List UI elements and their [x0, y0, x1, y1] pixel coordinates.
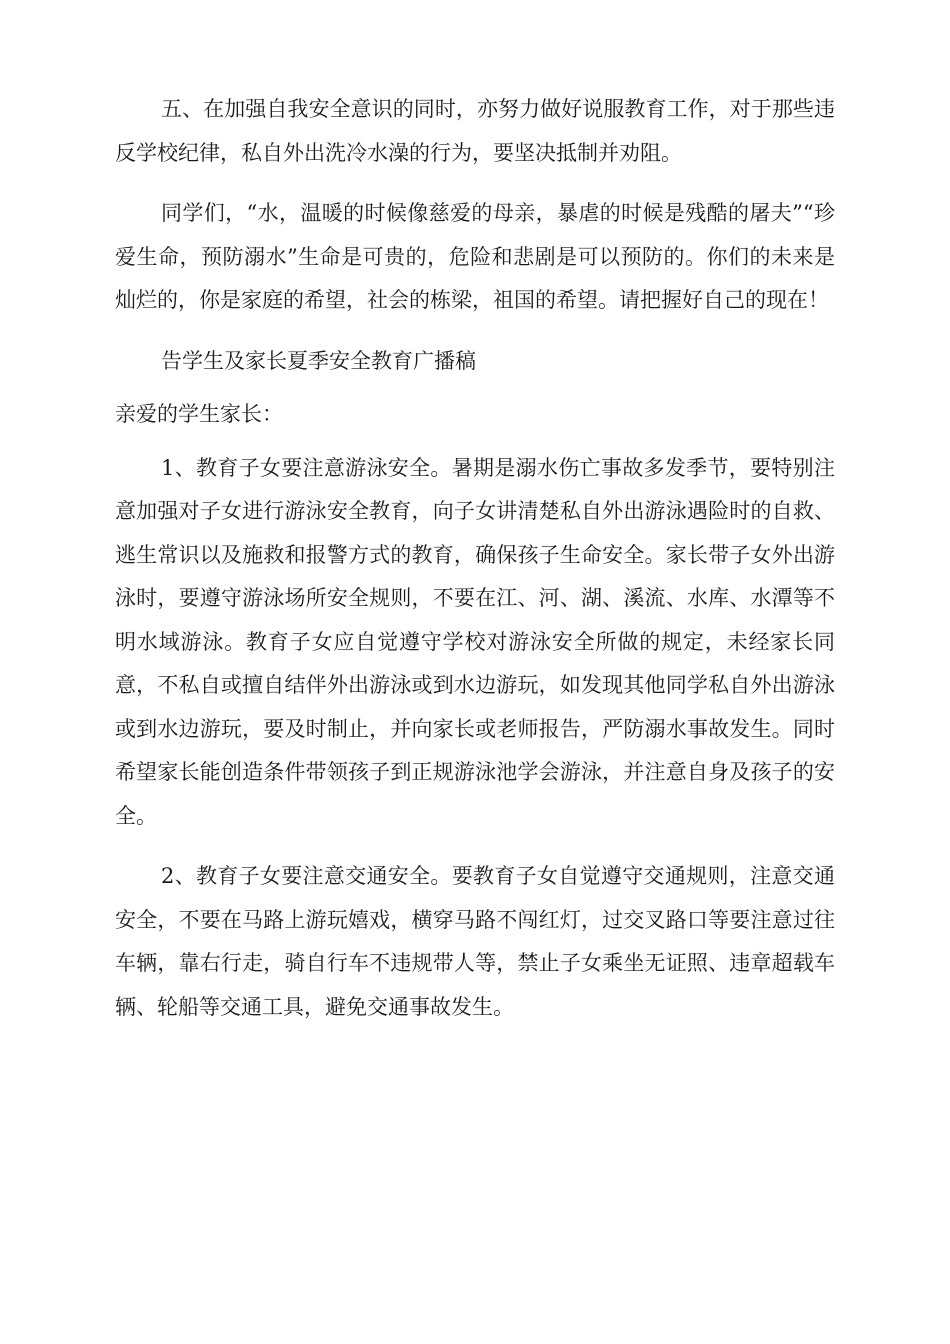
- paragraph-item-five: 五、在加强自我安全意识的同时，亦努力做好说服教育工作，对于那些违反学校纪律，私自外出洗冷水澡的行为，要坚决抵制并劝阻。: [115, 97, 835, 165]
- section-title-broadcast: 告学生及家长夏季安全教育广播稿: [161, 348, 476, 373]
- paragraph-swimming-safety: 1、教育子女要注意游泳安全。暑期是溺水伤亡事故多发季节，要特别注意加强对子女进行游泳安全教育，向子女讲清楚私自外出游泳遇险时的自救、逃生常识以及施救和报警方式的教育，确保孩子生命安全。家长带子女外出游泳时，要遵守游泳场所安全规则，不要在江、河、湖、溪流、水库、水潭等不明水域游泳。教育子女应自觉遵守学校对游泳安全所做的规定，未经家长同意，不私自或擅自结伴外出游泳或到水边游玩，如发现其他同学私自外出游泳或到水边游玩，要及时制止，并向家长或老师报告，严防溺水事故发生。同时希望家长能创造条件带领孩子到正规游泳池学会游泳，并注意自身及孩子的安全。: [115, 455, 835, 828]
- salutation-parents: 亲爱的学生家长：: [115, 402, 283, 426]
- document-body: [115, 88, 835, 1029]
- paragraph-traffic-safety: 2、教育子女要注意交通安全。要教育子女自觉遵守交通规则，注意交通安全，不要在马路上游玩嬉戏，横穿马路不闯红灯，过交叉路口等要注意过往车辆，靠右行走，骑自行车不违规带人等，禁止子女乘坐无证照、违章超载车辆、轮船等交通工具，避免交通事故发生。: [115, 864, 835, 1019]
- paragraph-students-address: 同学们，“水，温暖的时候像慈爱的母亲，暴虐的时候是残酷的屠夫”“珍爱生命，预防溺水”生命是可贵的，危险和悲剧是可以预防的。你们的未来是灿烂的，你是家庭的希望，社会的栋梁，祖国的希望。请把握好自己的现在！: [115, 201, 835, 312]
